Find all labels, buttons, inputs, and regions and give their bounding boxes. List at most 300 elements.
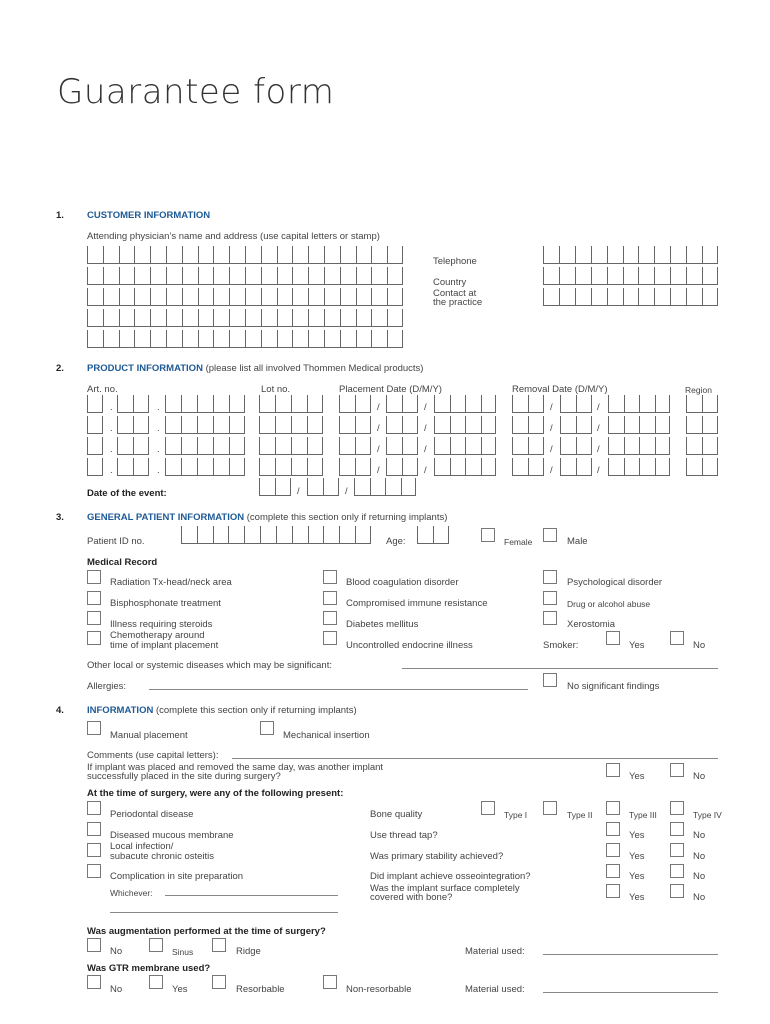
input-cell[interactable] <box>308 288 324 306</box>
input-cell[interactable] <box>624 395 640 413</box>
product-row-1-field-5[interactable] <box>339 395 371 413</box>
type-1-checkbox[interactable] <box>481 801 495 815</box>
input-cell[interactable] <box>624 416 640 434</box>
input-cell[interactable] <box>340 309 356 327</box>
covered-yes-checkbox[interactable] <box>606 884 620 898</box>
input-cell[interactable] <box>402 416 418 434</box>
input-cell[interactable] <box>181 416 197 434</box>
input-cell[interactable] <box>465 416 481 434</box>
input-cell[interactable] <box>197 395 213 413</box>
input-cell[interactable] <box>654 288 670 306</box>
input-cell[interactable] <box>608 416 624 434</box>
input-cell[interactable] <box>275 478 291 496</box>
input-cell[interactable] <box>654 267 670 285</box>
product-row-4-field-7[interactable] <box>434 458 496 476</box>
input-cell[interactable] <box>307 458 323 476</box>
drug-abuse-checkbox[interactable] <box>543 591 557 605</box>
input-cell[interactable] <box>87 309 103 327</box>
input-cell[interactable] <box>686 437 702 455</box>
input-cell[interactable] <box>702 458 718 476</box>
allergies-field[interactable] <box>149 689 528 690</box>
product-row-1-field-2[interactable] <box>117 395 149 413</box>
input-cell[interactable] <box>465 458 481 476</box>
input-cell[interactable] <box>275 395 291 413</box>
product-row-2-field-2[interactable] <box>117 416 149 434</box>
smoker-no-checkbox[interactable] <box>670 631 684 645</box>
input-cell[interactable] <box>386 458 402 476</box>
product-row-3-field-3[interactable] <box>165 437 245 455</box>
input-cell[interactable] <box>512 437 528 455</box>
input-cell[interactable] <box>386 437 402 455</box>
input-cell[interactable] <box>638 246 654 264</box>
input-cell[interactable] <box>307 437 323 455</box>
input-cell[interactable] <box>277 309 293 327</box>
input-cell[interactable] <box>386 416 402 434</box>
input-cell[interactable] <box>371 267 387 285</box>
input-cell[interactable] <box>134 267 150 285</box>
input-cell[interactable] <box>387 309 403 327</box>
input-cell[interactable] <box>213 395 229 413</box>
input-cell[interactable] <box>197 437 213 455</box>
input-cell[interactable] <box>386 395 402 413</box>
input-cell[interactable] <box>560 395 576 413</box>
input-cell[interactable] <box>655 416 671 434</box>
input-cell[interactable] <box>607 288 623 306</box>
local-infection-checkbox[interactable] <box>87 843 101 857</box>
product-row-3-field-4[interactable] <box>259 437 323 455</box>
input-cell[interactable] <box>229 246 245 264</box>
xerostomia-checkbox[interactable] <box>543 611 557 625</box>
input-cell[interactable] <box>133 395 149 413</box>
gtr-no-checkbox[interactable] <box>87 975 101 989</box>
product-row-4-field-2[interactable] <box>117 458 149 476</box>
input-cell[interactable] <box>229 267 245 285</box>
input-cell[interactable] <box>607 267 623 285</box>
product-row-1-field-11[interactable] <box>686 395 718 413</box>
input-cell[interactable] <box>575 288 591 306</box>
whichever-field-2[interactable] <box>110 912 338 913</box>
input-cell[interactable] <box>434 395 450 413</box>
input-cell[interactable] <box>134 288 150 306</box>
input-cell[interactable] <box>324 330 340 348</box>
input-cell[interactable] <box>702 395 718 413</box>
osseo-yes-checkbox[interactable] <box>606 864 620 878</box>
input-cell[interactable] <box>686 267 702 285</box>
product-row-4-field-9[interactable] <box>560 458 592 476</box>
input-cell[interactable] <box>355 526 371 544</box>
input-cell[interactable] <box>117 416 133 434</box>
input-cell[interactable] <box>638 288 654 306</box>
input-cell[interactable] <box>198 309 214 327</box>
input-cell[interactable] <box>166 309 182 327</box>
input-cell[interactable] <box>182 246 198 264</box>
product-row-2-field-8[interactable] <box>512 416 544 434</box>
input-cell[interactable] <box>165 458 181 476</box>
input-cell[interactable] <box>245 309 261 327</box>
input-cell[interactable] <box>402 395 418 413</box>
product-row-1-field-4[interactable] <box>259 395 323 413</box>
input-cell[interactable] <box>133 437 149 455</box>
product-row-1-field-9[interactable] <box>560 395 592 413</box>
chemotherapy-checkbox[interactable] <box>87 631 101 645</box>
input-cell[interactable] <box>417 526 433 544</box>
input-cell[interactable] <box>308 267 324 285</box>
product-row-4-field-4[interactable] <box>259 458 323 476</box>
input-cell[interactable] <box>355 416 371 434</box>
input-cell[interactable] <box>275 416 291 434</box>
input-cell[interactable] <box>213 246 229 264</box>
input-cell[interactable] <box>261 267 277 285</box>
product-row-3-field-5[interactable] <box>339 437 371 455</box>
input-cell[interactable] <box>339 458 355 476</box>
input-cell[interactable] <box>608 458 624 476</box>
input-cell[interactable] <box>528 458 544 476</box>
input-cell[interactable] <box>181 526 197 544</box>
input-cell[interactable] <box>450 395 466 413</box>
input-cell[interactable] <box>340 267 356 285</box>
aug-ridge-checkbox[interactable] <box>212 938 226 952</box>
input-cell[interactable] <box>560 458 576 476</box>
input-cell[interactable] <box>229 395 245 413</box>
mechanical-insertion-checkbox[interactable] <box>260 721 274 735</box>
input-cell[interactable] <box>103 288 119 306</box>
patient-id-field[interactable] <box>181 526 371 544</box>
input-cell[interactable] <box>575 267 591 285</box>
input-cell[interactable] <box>481 458 497 476</box>
input-cell[interactable] <box>670 288 686 306</box>
input-cell[interactable] <box>354 478 370 496</box>
contact-field[interactable] <box>543 288 718 306</box>
input-cell[interactable] <box>465 395 481 413</box>
manual-placement-checkbox[interactable] <box>87 721 101 735</box>
input-cell[interactable] <box>559 246 575 264</box>
physician-row-2[interactable] <box>87 267 403 285</box>
input-cell[interactable] <box>198 267 214 285</box>
input-cell[interactable] <box>607 246 623 264</box>
input-cell[interactable] <box>528 437 544 455</box>
input-cell[interactable] <box>639 458 655 476</box>
stability-no-checkbox[interactable] <box>670 843 684 857</box>
comments-field[interactable] <box>232 758 718 759</box>
input-cell[interactable] <box>166 288 182 306</box>
no-findings-checkbox[interactable] <box>543 673 557 687</box>
input-cell[interactable] <box>670 267 686 285</box>
input-cell[interactable] <box>166 246 182 264</box>
input-cell[interactable] <box>213 309 229 327</box>
input-cell[interactable] <box>292 288 308 306</box>
input-cell[interactable] <box>166 330 182 348</box>
input-cell[interactable] <box>245 267 261 285</box>
input-cell[interactable] <box>340 330 356 348</box>
input-cell[interactable] <box>623 246 639 264</box>
whichever-field-1[interactable] <box>165 895 338 896</box>
input-cell[interactable] <box>277 288 293 306</box>
input-cell[interactable] <box>434 437 450 455</box>
product-row-3-field-6[interactable] <box>386 437 418 455</box>
input-cell[interactable] <box>165 437 181 455</box>
input-cell[interactable] <box>356 246 372 264</box>
input-cell[interactable] <box>213 330 229 348</box>
input-cell[interactable] <box>261 330 277 348</box>
thread-tap-yes-checkbox[interactable] <box>606 822 620 836</box>
input-cell[interactable] <box>245 246 261 264</box>
product-row-1-field-6[interactable] <box>386 395 418 413</box>
input-cell[interactable] <box>402 458 418 476</box>
product-row-4-field-5[interactable] <box>339 458 371 476</box>
input-cell[interactable] <box>639 395 655 413</box>
input-cell[interactable] <box>543 246 559 264</box>
input-cell[interactable] <box>150 246 166 264</box>
product-row-3-field-11[interactable] <box>686 437 718 455</box>
input-cell[interactable] <box>371 246 387 264</box>
input-cell[interactable] <box>702 416 718 434</box>
input-cell[interactable] <box>434 458 450 476</box>
input-cell[interactable] <box>103 330 119 348</box>
input-cell[interactable] <box>277 330 293 348</box>
event-year[interactable] <box>354 478 416 496</box>
input-cell[interactable] <box>87 416 103 434</box>
product-row-2-field-1[interactable] <box>87 416 103 434</box>
type-4-checkbox[interactable] <box>670 801 684 815</box>
gtr-yes-checkbox[interactable] <box>149 975 163 989</box>
input-cell[interactable] <box>670 246 686 264</box>
input-cell[interactable] <box>245 288 261 306</box>
input-cell[interactable] <box>198 330 214 348</box>
input-cell[interactable] <box>450 458 466 476</box>
input-cell[interactable] <box>371 330 387 348</box>
input-cell[interactable] <box>387 288 403 306</box>
input-cell[interactable] <box>512 458 528 476</box>
input-cell[interactable] <box>591 267 607 285</box>
input-cell[interactable] <box>150 267 166 285</box>
input-cell[interactable] <box>385 478 401 496</box>
input-cell[interactable] <box>323 478 339 496</box>
input-cell[interactable] <box>259 478 275 496</box>
input-cell[interactable] <box>103 267 119 285</box>
input-cell[interactable] <box>639 416 655 434</box>
same-day-no-checkbox[interactable] <box>670 763 684 777</box>
periodontal-checkbox[interactable] <box>87 801 101 815</box>
input-cell[interactable] <box>181 395 197 413</box>
aug-no-checkbox[interactable] <box>87 938 101 952</box>
input-cell[interactable] <box>275 458 291 476</box>
input-cell[interactable] <box>197 458 213 476</box>
input-cell[interactable] <box>117 458 133 476</box>
input-cell[interactable] <box>356 288 372 306</box>
physician-row-5[interactable] <box>87 330 403 348</box>
telephone-field[interactable] <box>543 246 718 264</box>
product-row-1-field-1[interactable] <box>87 395 103 413</box>
input-cell[interactable] <box>639 437 655 455</box>
diabetes-checkbox[interactable] <box>323 611 337 625</box>
input-cell[interactable] <box>229 330 245 348</box>
age-field[interactable] <box>417 526 449 544</box>
product-row-4-field-1[interactable] <box>87 458 103 476</box>
input-cell[interactable] <box>339 416 355 434</box>
input-cell[interactable] <box>260 526 276 544</box>
input-cell[interactable] <box>356 330 372 348</box>
product-row-1-field-10[interactable] <box>608 395 670 413</box>
input-cell[interactable] <box>624 437 640 455</box>
input-cell[interactable] <box>387 246 403 264</box>
input-cell[interactable] <box>528 416 544 434</box>
thread-tap-no-checkbox[interactable] <box>670 822 684 836</box>
input-cell[interactable] <box>134 246 150 264</box>
input-cell[interactable] <box>165 416 181 434</box>
input-cell[interactable] <box>323 526 339 544</box>
input-cell[interactable] <box>307 416 323 434</box>
input-cell[interactable] <box>276 526 292 544</box>
bisphosphonate-checkbox[interactable] <box>87 591 101 605</box>
input-cell[interactable] <box>324 309 340 327</box>
input-cell[interactable] <box>560 437 576 455</box>
input-cell[interactable] <box>229 416 245 434</box>
input-cell[interactable] <box>165 395 181 413</box>
input-cell[interactable] <box>356 309 372 327</box>
input-cell[interactable] <box>87 288 103 306</box>
input-cell[interactable] <box>702 288 718 306</box>
gtr-nonresorbable-checkbox[interactable] <box>323 975 337 989</box>
input-cell[interactable] <box>433 526 449 544</box>
input-cell[interactable] <box>197 416 213 434</box>
input-cell[interactable] <box>87 267 103 285</box>
input-cell[interactable] <box>213 526 229 544</box>
input-cell[interactable] <box>686 458 702 476</box>
input-cell[interactable] <box>150 330 166 348</box>
input-cell[interactable] <box>465 437 481 455</box>
input-cell[interactable] <box>608 437 624 455</box>
male-checkbox[interactable] <box>543 528 557 542</box>
physician-row-1[interactable] <box>87 246 403 264</box>
input-cell[interactable] <box>133 416 149 434</box>
input-cell[interactable] <box>481 437 497 455</box>
input-cell[interactable] <box>150 288 166 306</box>
input-cell[interactable] <box>308 526 324 544</box>
input-cell[interactable] <box>87 246 103 264</box>
input-cell[interactable] <box>576 437 592 455</box>
input-cell[interactable] <box>702 267 718 285</box>
aug-material-field[interactable] <box>543 954 718 955</box>
input-cell[interactable] <box>229 437 245 455</box>
input-cell[interactable] <box>259 437 275 455</box>
input-cell[interactable] <box>371 288 387 306</box>
input-cell[interactable] <box>576 458 592 476</box>
input-cell[interactable] <box>259 458 275 476</box>
endocrine-checkbox[interactable] <box>323 631 337 645</box>
input-cell[interactable] <box>340 246 356 264</box>
input-cell[interactable] <box>134 330 150 348</box>
input-cell[interactable] <box>119 267 135 285</box>
input-cell[interactable] <box>559 288 575 306</box>
input-cell[interactable] <box>182 267 198 285</box>
input-cell[interactable] <box>576 395 592 413</box>
input-cell[interactable] <box>103 246 119 264</box>
input-cell[interactable] <box>686 246 702 264</box>
product-row-1-field-8[interactable] <box>512 395 544 413</box>
input-cell[interactable] <box>213 437 229 455</box>
product-row-1-field-7[interactable] <box>434 395 496 413</box>
type-2-checkbox[interactable] <box>543 801 557 815</box>
diseased-membrane-checkbox[interactable] <box>87 822 101 836</box>
input-cell[interactable] <box>119 246 135 264</box>
input-cell[interactable] <box>655 437 671 455</box>
product-row-2-field-4[interactable] <box>259 416 323 434</box>
input-cell[interactable] <box>198 246 214 264</box>
product-row-4-field-3[interactable] <box>165 458 245 476</box>
input-cell[interactable] <box>655 458 671 476</box>
gtr-resorbable-checkbox[interactable] <box>212 975 226 989</box>
input-cell[interactable] <box>339 395 355 413</box>
input-cell[interactable] <box>355 458 371 476</box>
input-cell[interactable] <box>307 395 323 413</box>
same-day-yes-checkbox[interactable] <box>606 763 620 777</box>
product-row-2-field-10[interactable] <box>608 416 670 434</box>
input-cell[interactable] <box>213 267 229 285</box>
product-row-4-field-11[interactable] <box>686 458 718 476</box>
product-row-3-field-8[interactable] <box>512 437 544 455</box>
radiation-checkbox[interactable] <box>87 570 101 584</box>
input-cell[interactable] <box>686 395 702 413</box>
input-cell[interactable] <box>655 395 671 413</box>
product-row-2-field-6[interactable] <box>386 416 418 434</box>
input-cell[interactable] <box>292 309 308 327</box>
input-cell[interactable] <box>623 267 639 285</box>
input-cell[interactable] <box>387 330 403 348</box>
product-row-4-field-10[interactable] <box>608 458 670 476</box>
immune-checkbox[interactable] <box>323 591 337 605</box>
product-row-2-field-7[interactable] <box>434 416 496 434</box>
input-cell[interactable] <box>87 458 103 476</box>
input-cell[interactable] <box>528 395 544 413</box>
input-cell[interactable] <box>261 246 277 264</box>
input-cell[interactable] <box>197 526 213 544</box>
product-row-2-field-3[interactable] <box>165 416 245 434</box>
input-cell[interactable] <box>339 437 355 455</box>
input-cell[interactable] <box>87 395 103 413</box>
input-cell[interactable] <box>576 416 592 434</box>
input-cell[interactable] <box>339 526 355 544</box>
input-cell[interactable] <box>245 330 261 348</box>
input-cell[interactable] <box>275 437 291 455</box>
input-cell[interactable] <box>686 416 702 434</box>
product-row-1-field-3[interactable] <box>165 395 245 413</box>
input-cell[interactable] <box>355 437 371 455</box>
input-cell[interactable] <box>434 416 450 434</box>
coagulation-checkbox[interactable] <box>323 570 337 584</box>
input-cell[interactable] <box>117 395 133 413</box>
input-cell[interactable] <box>370 478 386 496</box>
input-cell[interactable] <box>119 288 135 306</box>
input-cell[interactable] <box>512 416 528 434</box>
physician-row-3[interactable] <box>87 288 403 306</box>
input-cell[interactable] <box>356 267 372 285</box>
input-cell[interactable] <box>481 416 497 434</box>
event-month[interactable] <box>307 478 339 496</box>
input-cell[interactable] <box>292 246 308 264</box>
input-cell[interactable] <box>686 288 702 306</box>
input-cell[interactable] <box>291 416 307 434</box>
input-cell[interactable] <box>591 288 607 306</box>
input-cell[interactable] <box>324 246 340 264</box>
input-cell[interactable] <box>559 267 575 285</box>
input-cell[interactable] <box>575 246 591 264</box>
input-cell[interactable] <box>387 267 403 285</box>
product-row-2-field-5[interactable] <box>339 416 371 434</box>
input-cell[interactable] <box>308 309 324 327</box>
product-row-3-field-10[interactable] <box>608 437 670 455</box>
input-cell[interactable] <box>198 288 214 306</box>
input-cell[interactable] <box>213 416 229 434</box>
